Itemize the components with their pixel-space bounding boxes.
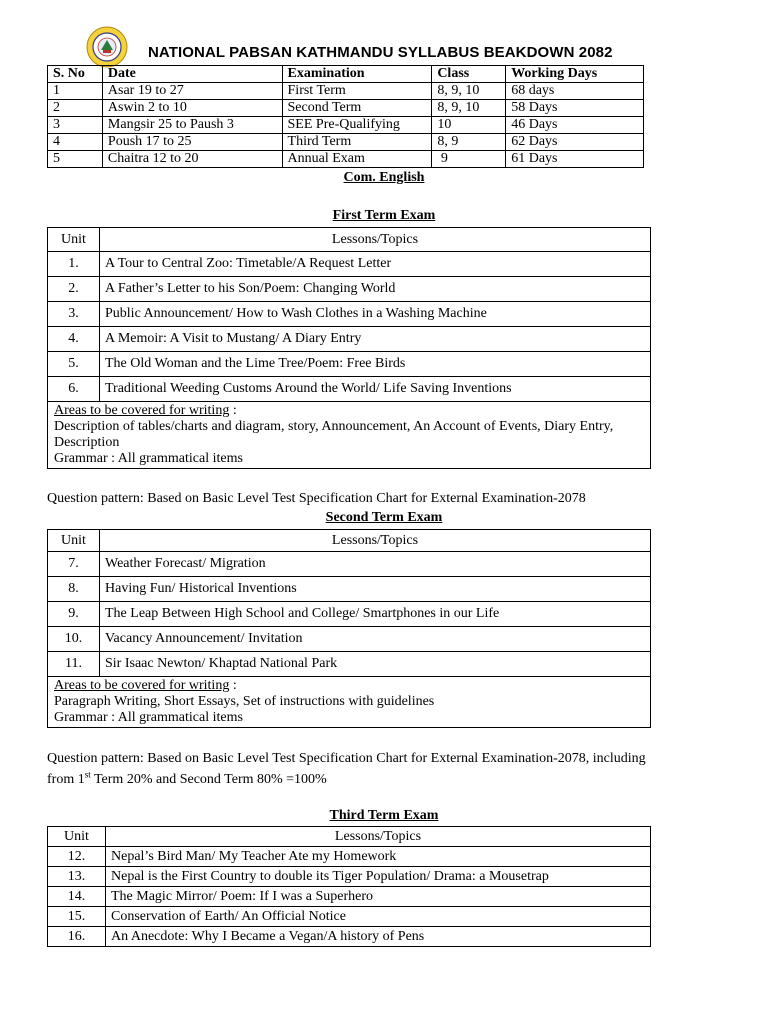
unit-number: 1. <box>48 252 100 277</box>
column-header: Examination <box>282 66 432 83</box>
lesson-topic: A Father’s Letter to his Son/Poem: Changing World <box>100 277 651 302</box>
writing-areas-text: Description of tables/charts and diagram, story, Announcement, An Account of Events, Diary Entry, Description <box>54 419 614 450</box>
table-cell: Third Term <box>282 134 432 151</box>
unit-number: 14. <box>48 887 106 907</box>
table-row <box>48 552 651 577</box>
table-cell: Poush 17 to 25 <box>102 134 282 151</box>
column-header: Unit <box>48 228 100 252</box>
table-row <box>48 83 644 100</box>
column-header: Unit <box>48 827 106 847</box>
writing-areas-label: Areas to be covered for writing <box>54 403 230 418</box>
lesson-topic: A Memoir: A Visit to Mustang/ A Diary Entry <box>100 327 651 352</box>
table-row <box>48 377 651 402</box>
writing-areas-row <box>48 402 651 469</box>
table-row <box>48 302 651 327</box>
table-cell: 58 Days <box>506 100 644 117</box>
table-cell: 8, 9, 10 <box>432 100 506 117</box>
first-term-heading: First Term Exam <box>332 208 436 223</box>
lesson-topic: Sir Isaac Newton/ Khaptad National Park <box>100 652 651 677</box>
table-cell: Chaitra 12 to 20 <box>102 151 282 168</box>
writing-areas-label: Areas to be covered for writing <box>54 678 230 693</box>
table-row <box>48 927 651 947</box>
page-title: NATIONAL PABSAN KATHMANDU SYLLABUS BEAKDOWN 2082 <box>148 44 613 61</box>
pabsan-logo <box>86 26 128 68</box>
column-header: Unit <box>48 530 100 552</box>
second-term-heading: Second Term Exam <box>325 510 443 525</box>
column-header: Lessons/Topics <box>106 827 651 847</box>
table-cell: 61 Days <box>506 151 644 168</box>
table-row <box>48 100 644 117</box>
subject-heading: Com. English <box>343 170 425 185</box>
table-header-row <box>48 530 651 552</box>
table-row <box>48 577 651 602</box>
writing-areas-text: Paragraph Writing, Short Essays, Set of instructions with guidelines <box>54 694 435 709</box>
writing-areas-cell <box>48 677 651 728</box>
table-row <box>48 252 651 277</box>
table-cell: Asar 19 to 27 <box>102 83 282 100</box>
second-term-table <box>47 529 651 728</box>
column-header: S. No <box>48 66 103 83</box>
table-cell: 10 <box>432 117 506 134</box>
lesson-topic: Vacancy Announcement/ Invitation <box>100 627 651 652</box>
grammar-text: Grammar : All grammatical items <box>54 451 243 466</box>
table-row <box>48 352 651 377</box>
unit-number: 10. <box>48 627 100 652</box>
lesson-topic: Nepal is the First Country to double its Tiger Population/ Drama: a Mousetrap <box>106 867 651 887</box>
table-cell: Aswin 2 to 10 <box>102 100 282 117</box>
table-cell: 3 <box>48 117 103 134</box>
table-row <box>48 134 644 151</box>
question-pattern-line2a: from 1 <box>47 772 85 787</box>
schedule-table <box>47 65 644 168</box>
table-row <box>48 652 651 677</box>
lesson-topic: A Tour to Central Zoo: Timetable/A Request Letter <box>100 252 651 277</box>
lesson-topic: The Old Woman and the Lime Tree/Poem: Free Birds <box>100 352 651 377</box>
table-cell: Mangsir 25 to Paush 3 <box>102 117 282 134</box>
unit-number: 11. <box>48 652 100 677</box>
lesson-topic: Conservation of Earth/ An Official Notice <box>106 907 651 927</box>
unit-number: 13. <box>48 867 106 887</box>
writing-areas-cell <box>48 402 651 469</box>
second-term-question-pattern <box>47 748 727 790</box>
table-header-row <box>48 827 651 847</box>
table-cell: SEE Pre-Qualifying <box>282 117 432 134</box>
table-cell: 46 Days <box>506 117 644 134</box>
unit-number: 12. <box>48 847 106 867</box>
lesson-topic: Having Fun/ Historical Inventions <box>100 577 651 602</box>
unit-number: 16. <box>48 927 106 947</box>
table-cell: Annual Exam <box>282 151 432 168</box>
column-header: Working Days <box>506 66 644 83</box>
table-cell: 9 <box>432 151 506 168</box>
unit-number: 9. <box>48 602 100 627</box>
table-cell: First Term <box>282 83 432 100</box>
superscript-st: st <box>84 769 91 780</box>
table-row <box>48 277 651 302</box>
column-header: Lessons/Topics <box>100 228 651 252</box>
unit-number: 5. <box>48 352 100 377</box>
writing-areas-sep: : <box>229 403 237 418</box>
lesson-topic: An Anecdote: Why I Became a Vegan/A history of Pens <box>106 927 651 947</box>
unit-number: 6. <box>48 377 100 402</box>
table-header-row <box>48 228 651 252</box>
table-row <box>48 627 651 652</box>
table-row <box>48 907 651 927</box>
table-cell: 68 days <box>506 83 644 100</box>
table-row <box>48 327 651 352</box>
column-header: Class <box>432 66 506 83</box>
table-row <box>48 847 651 867</box>
lesson-topic: Nepal’s Bird Man/ My Teacher Ate my Homework <box>106 847 651 867</box>
lesson-topic: Traditional Weeding Customs Around the World/ Life Saving Inventions <box>100 377 651 402</box>
table-header-row <box>48 66 644 83</box>
table-row <box>48 151 644 168</box>
table-row <box>48 867 651 887</box>
table-row <box>48 887 651 907</box>
question-pattern-line2b: Term 20% and Second Term 80% =100% <box>90 772 327 787</box>
first-term-question-pattern: Question pattern: Based on Basic Level Test Specification Chart for External Examination-2078 <box>47 491 586 506</box>
third-term-heading: Third Term Exam <box>329 808 439 823</box>
grammar-text: Grammar : All grammatical items <box>54 710 243 725</box>
table-cell: 8, 9 <box>432 134 506 151</box>
table-row <box>48 602 651 627</box>
unit-number: 7. <box>48 552 100 577</box>
table-cell: 5 <box>48 151 103 168</box>
table-row <box>48 117 644 134</box>
lesson-topic: The Leap Between High School and College/ Smartphones in our Life <box>100 602 651 627</box>
writing-areas-sep: : <box>229 678 237 693</box>
lesson-topic: Weather Forecast/ Migration <box>100 552 651 577</box>
table-cell: 2 <box>48 100 103 117</box>
first-term-table <box>47 227 651 469</box>
unit-number: 15. <box>48 907 106 927</box>
table-cell: 1 <box>48 83 103 100</box>
unit-number: 8. <box>48 577 100 602</box>
unit-number: 4. <box>48 327 100 352</box>
third-term-table <box>47 826 651 947</box>
question-pattern-line1: Question pattern: Based on Basic Level Test Specification Chart for External Examination-2078, including <box>47 751 646 766</box>
column-header: Date <box>102 66 282 83</box>
writing-areas-row <box>48 677 651 728</box>
unit-number: 2. <box>48 277 100 302</box>
column-header: Lessons/Topics <box>100 530 651 552</box>
lesson-topic: Public Announcement/ How to Wash Clothes in a Washing Machine <box>100 302 651 327</box>
lesson-topic: The Magic Mirror/ Poem: If I was a Superhero <box>106 887 651 907</box>
table-cell: 4 <box>48 134 103 151</box>
table-cell: Second Term <box>282 100 432 117</box>
table-cell: 8, 9, 10 <box>432 83 506 100</box>
table-cell: 62 Days <box>506 134 644 151</box>
unit-number: 3. <box>48 302 100 327</box>
